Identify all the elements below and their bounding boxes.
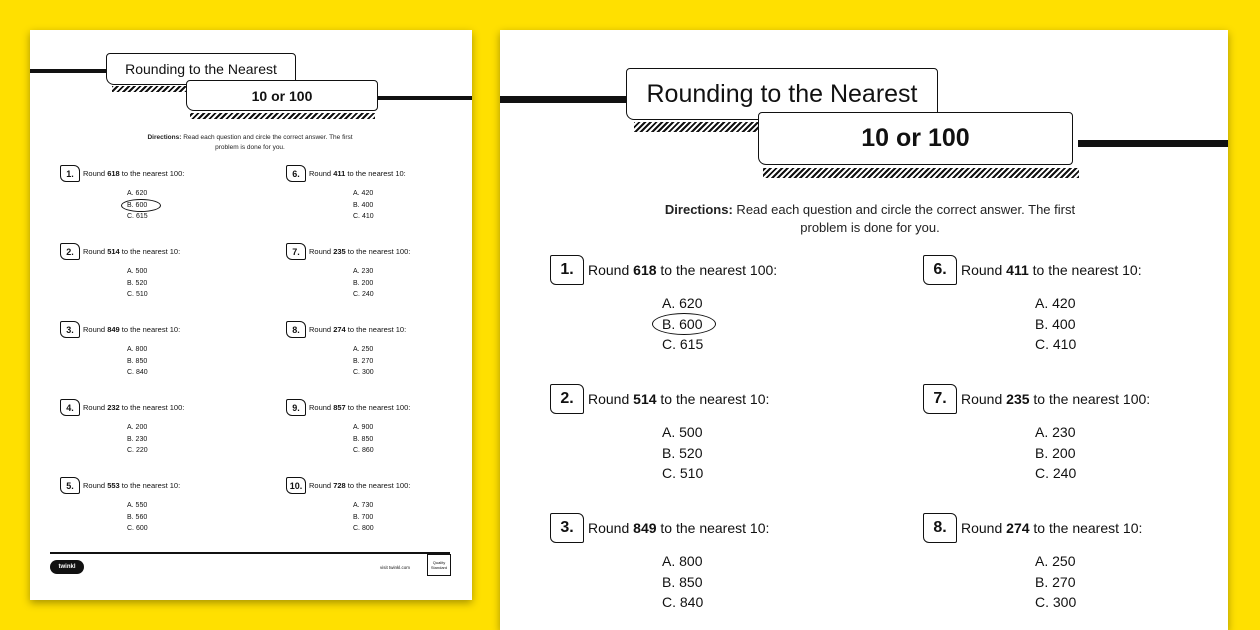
answer-options <box>127 422 148 457</box>
answer-option[interactable] <box>353 278 374 290</box>
answer-option-label: B. 400 <box>353 201 374 209</box>
question-text <box>83 325 180 334</box>
question-number: 10. <box>286 477 306 494</box>
answer-option-label: B. 200 <box>1035 444 1076 461</box>
answer-option[interactable] <box>353 344 374 356</box>
answer-circle-icon <box>121 199 161 212</box>
answer-option[interactable] <box>353 356 374 368</box>
directions-text-1: Read each question and circle the correct answer. The first <box>732 202 1076 217</box>
answer-option[interactable] <box>1035 463 1076 484</box>
answer-option-label: B. 200 <box>353 279 374 287</box>
answer-option[interactable] <box>127 188 148 200</box>
answer-option[interactable] <box>353 266 374 278</box>
question-text <box>309 247 410 256</box>
answer-option-label: B. 520 <box>127 279 148 287</box>
logo-text: twinkl <box>58 564 76 570</box>
question-suffix: to the nearest 100: <box>119 169 185 178</box>
question-4 <box>60 399 185 454</box>
answer-options <box>127 500 148 535</box>
question-number: 3. <box>550 513 584 543</box>
answer-option-label: B. 850 <box>662 573 703 590</box>
question-header <box>60 399 184 416</box>
answer-option-label: A. 800 <box>662 553 703 569</box>
answer-options <box>1035 551 1076 613</box>
question-8 <box>286 321 407 376</box>
question-header <box>550 513 769 543</box>
answer-option[interactable] <box>1035 443 1076 464</box>
answer-option[interactable] <box>662 572 703 593</box>
question-number: 1. <box>550 255 584 285</box>
question-2 <box>550 384 770 481</box>
question-suffix: to the nearest 10: <box>656 391 770 407</box>
question-suffix: to the nearest 10: <box>119 325 181 334</box>
question-text <box>588 391 769 407</box>
question-header <box>60 243 180 260</box>
answer-option-label: B. 850 <box>127 357 148 365</box>
question-text <box>309 169 406 178</box>
question-text <box>83 481 180 490</box>
question-number: 2. <box>550 384 584 414</box>
question-suffix: to the nearest 10: <box>119 481 181 490</box>
question-number: 6. <box>923 255 957 285</box>
question-suffix: to the nearest 100: <box>345 247 411 256</box>
answer-option-label: C. 410 <box>353 213 374 220</box>
question-value: 618 <box>107 169 120 178</box>
answer-option-label: C. 860 <box>353 447 374 454</box>
question-suffix: to the nearest 10: <box>345 169 406 178</box>
answer-options <box>662 551 703 613</box>
answer-option-label: B. 850 <box>353 435 374 443</box>
question-number: 6. <box>286 165 306 182</box>
question-suffix: to the nearest 10: <box>345 325 407 334</box>
answer-option-label: B. 270 <box>353 357 374 365</box>
answer-options <box>353 500 374 535</box>
question-suffix: to the nearest 10: <box>119 247 181 256</box>
answer-options <box>1035 422 1076 484</box>
answer-option-label: A. 800 <box>127 346 148 353</box>
answer-option[interactable] <box>353 445 374 457</box>
answer-option-label: C. 220 <box>127 447 148 454</box>
answer-option-label: C. 410 <box>1035 336 1077 352</box>
question-prefix: Round <box>588 262 634 278</box>
answer-option[interactable] <box>127 266 148 278</box>
answer-option[interactable] <box>662 463 703 484</box>
answer-option-label: A. 730 <box>353 502 374 509</box>
answer-option-label: C. 510 <box>127 291 148 298</box>
header-bar-left <box>30 69 108 73</box>
question-header <box>923 384 1150 414</box>
header-bar-left <box>500 96 630 103</box>
question-text <box>309 325 406 334</box>
answer-option-label: B. 400 <box>1035 315 1076 332</box>
title-stripe-2 <box>763 168 1079 178</box>
question-header <box>286 477 410 494</box>
answer-option-label: C. 300 <box>353 369 374 376</box>
question-value: 618 <box>633 262 657 278</box>
answer-option-label: A. 550 <box>127 502 148 509</box>
question-suffix: to the nearest 100: <box>1029 391 1151 407</box>
answer-option-label: C. 240 <box>1035 465 1077 481</box>
answer-option[interactable] <box>353 523 374 535</box>
question-value: 274 <box>1006 520 1030 536</box>
question-text <box>309 403 410 412</box>
answer-options <box>1035 293 1076 355</box>
title-line-1: Rounding to the Nearest <box>646 79 918 108</box>
question-10 <box>286 477 411 532</box>
question-number: 2. <box>60 243 80 260</box>
question-number: 8. <box>286 321 306 338</box>
answer-option[interactable] <box>353 500 374 512</box>
question-value: 232 <box>107 403 120 412</box>
question-text <box>961 262 1142 278</box>
question-number: 4. <box>60 399 80 416</box>
answer-option-label: C. 840 <box>662 594 704 610</box>
answer-option-label: C. 800 <box>353 525 374 532</box>
quality-badge-icon <box>427 554 451 576</box>
answer-option[interactable] <box>353 367 374 379</box>
question-prefix: Round <box>83 403 108 412</box>
question-value: 235 <box>1006 391 1030 407</box>
question-value: 553 <box>107 481 120 490</box>
question-prefix: Round <box>309 403 334 412</box>
question-1 <box>550 255 778 352</box>
answer-option[interactable] <box>1035 592 1076 613</box>
question-number: 8. <box>923 513 957 543</box>
directions-label: Directions: <box>664 202 733 217</box>
answer-option-label: C. 240 <box>353 291 374 298</box>
question-header <box>60 321 180 338</box>
question-header <box>286 399 410 416</box>
question-value: 849 <box>107 325 120 334</box>
badge-text: Quality Standard <box>430 560 448 570</box>
question-value: 728 <box>333 481 346 490</box>
answer-option[interactable] <box>353 211 374 223</box>
question-1 <box>60 165 185 220</box>
answer-option[interactable] <box>127 512 148 524</box>
answer-option-label: A. 230 <box>353 268 374 275</box>
directions <box>620 201 1120 237</box>
answer-option[interactable] <box>353 512 374 524</box>
answer-option-label: B. 700 <box>353 513 374 521</box>
question-value: 514 <box>633 391 657 407</box>
site-url: visit twinkl.com <box>380 565 411 570</box>
title-line-2: 10 or 100 <box>861 124 970 152</box>
question-number: 3. <box>60 321 80 338</box>
answer-option-label: A. 250 <box>1035 553 1076 569</box>
answer-option[interactable] <box>353 188 374 200</box>
answer-option[interactable] <box>127 523 148 535</box>
directions-text-2: problem is done for you. <box>215 144 285 151</box>
answer-option[interactable] <box>1035 334 1076 355</box>
question-prefix: Round <box>83 325 108 334</box>
answer-option[interactable] <box>1035 551 1076 572</box>
answer-circle-icon <box>652 313 716 335</box>
answer-option[interactable] <box>662 443 703 464</box>
question-text <box>588 262 777 278</box>
answer-option[interactable] <box>127 422 148 434</box>
answer-option-label: A. 500 <box>662 424 703 440</box>
question-suffix: to the nearest 10: <box>656 520 770 536</box>
answer-options <box>662 422 703 484</box>
question-header <box>923 513 1142 543</box>
answer-option-label: B. 270 <box>1035 573 1076 590</box>
answer-option[interactable] <box>662 314 703 335</box>
answer-options <box>662 293 703 355</box>
answer-option[interactable] <box>1035 572 1076 593</box>
question-number: 5. <box>60 477 80 494</box>
question-number: 1. <box>60 165 80 182</box>
question-3 <box>60 321 181 376</box>
question-6 <box>286 165 406 220</box>
answer-option[interactable] <box>127 367 148 379</box>
question-suffix: to the nearest 100: <box>345 481 411 490</box>
answer-option-label: A. 900 <box>353 424 374 431</box>
answer-option-label: B. 520 <box>662 444 703 461</box>
answer-option-label: C. 615 <box>662 336 704 352</box>
question-header <box>550 384 769 414</box>
question-prefix: Round <box>588 391 634 407</box>
answer-option-label: A. 200 <box>127 424 148 431</box>
answer-option[interactable] <box>662 592 703 613</box>
answer-option[interactable] <box>353 434 374 446</box>
title-line-1: Rounding to the Nearest <box>125 61 277 77</box>
question-7 <box>286 243 411 298</box>
question-value: 849 <box>633 520 657 536</box>
answer-option[interactable] <box>127 278 148 290</box>
question-9 <box>286 399 411 454</box>
question-header <box>923 255 1142 285</box>
answer-option[interactable] <box>127 356 148 368</box>
question-8 <box>923 513 1143 610</box>
question-header <box>60 165 184 182</box>
question-suffix: to the nearest 10: <box>1029 520 1143 536</box>
question-5 <box>60 477 181 532</box>
question-prefix: Round <box>83 481 108 490</box>
answer-options <box>353 266 374 301</box>
question-value: 411 <box>333 169 346 178</box>
question-prefix: Round <box>309 481 334 490</box>
answer-option-label: A. 420 <box>353 190 374 197</box>
answer-options <box>353 188 374 223</box>
answer-options <box>353 344 374 379</box>
answer-option-label: A. 250 <box>353 346 374 353</box>
title-line-2: 10 or 100 <box>251 87 313 104</box>
question-prefix: Round <box>309 169 334 178</box>
question-suffix: to the nearest 10: <box>1028 262 1142 278</box>
answer-option[interactable] <box>662 334 703 355</box>
answer-option-label: B. 560 <box>127 513 148 521</box>
answer-option-label: A. 620 <box>127 190 148 197</box>
answer-option[interactable] <box>127 200 148 212</box>
question-number: 7. <box>923 384 957 414</box>
title-tab-2 <box>758 112 1073 165</box>
twinkl-logo <box>50 560 84 574</box>
question-prefix: Round <box>588 520 634 536</box>
answer-option-label: B. 230 <box>127 435 148 443</box>
directions <box>110 133 390 153</box>
answer-option[interactable] <box>127 434 148 446</box>
directions-label: Directions: <box>147 134 182 141</box>
answer-options <box>127 266 148 301</box>
answer-option[interactable] <box>662 293 703 314</box>
question-prefix: Round <box>309 325 334 334</box>
answer-option-label: A. 230 <box>1035 424 1076 440</box>
question-header <box>60 477 180 494</box>
worksheet-preview-full <box>30 30 472 600</box>
answer-option-label: A. 420 <box>1035 295 1076 311</box>
question-suffix: to the nearest 100: <box>656 262 778 278</box>
question-prefix: Round <box>83 247 108 256</box>
question-prefix: Round <box>309 247 334 256</box>
answer-option[interactable] <box>662 551 703 572</box>
question-number: 9. <box>286 399 306 416</box>
answer-options <box>353 422 374 457</box>
question-text <box>961 391 1150 407</box>
question-value: 857 <box>333 403 346 412</box>
question-header <box>286 243 410 260</box>
question-prefix: Round <box>83 169 108 178</box>
answer-option-label: C. 615 <box>127 213 148 220</box>
answer-options <box>127 344 148 379</box>
question-prefix: Round <box>961 520 1007 536</box>
answer-option[interactable] <box>353 289 374 301</box>
answer-option[interactable] <box>127 500 148 512</box>
answer-option[interactable] <box>662 422 703 443</box>
question-text <box>83 403 184 412</box>
question-header <box>286 165 406 182</box>
answer-option-label: A. 620 <box>662 295 703 311</box>
answer-option-label: B. 600 <box>127 201 148 209</box>
question-suffix: to the nearest 100: <box>119 403 185 412</box>
question-value: 411 <box>1006 262 1029 278</box>
title-stripe-2 <box>190 113 375 119</box>
title-tab-2 <box>186 80 378 111</box>
answer-option-label: B. 600 <box>662 315 703 332</box>
question-6 <box>923 255 1142 352</box>
answer-option[interactable] <box>1035 422 1076 443</box>
answer-option[interactable] <box>1035 314 1076 335</box>
answer-option[interactable] <box>1035 293 1076 314</box>
answer-option[interactable] <box>353 422 374 434</box>
question-value: 514 <box>107 247 120 256</box>
question-value: 274 <box>333 325 346 334</box>
question-text <box>83 247 180 256</box>
question-value: 235 <box>333 247 346 256</box>
question-prefix: Round <box>961 262 1007 278</box>
question-text <box>588 520 769 536</box>
footer-divider <box>50 552 450 554</box>
question-number: 7. <box>286 243 306 260</box>
directions-text-1: Read each question and circle the correct answer. The first <box>181 134 353 141</box>
question-text <box>961 520 1142 536</box>
answer-option-label: A. 500 <box>127 268 148 275</box>
worksheet-preview-zoomed <box>500 30 1228 630</box>
answer-option[interactable] <box>127 344 148 356</box>
question-suffix: to the nearest 100: <box>345 403 411 412</box>
answer-option-label: C. 510 <box>662 465 704 481</box>
question-text <box>309 481 410 490</box>
question-3 <box>550 513 770 610</box>
answer-option[interactable] <box>127 211 148 223</box>
header-bar-right <box>375 96 472 100</box>
answer-option-label: C. 840 <box>127 369 148 376</box>
question-header <box>286 321 406 338</box>
answer-options <box>127 188 148 223</box>
question-7 <box>923 384 1151 481</box>
directions-text-2: problem is done for you. <box>800 220 940 235</box>
question-text <box>83 169 184 178</box>
answer-option[interactable] <box>353 200 374 212</box>
header-bar-right <box>1078 140 1228 147</box>
question-prefix: Round <box>961 391 1007 407</box>
answer-option-label: C. 300 <box>1035 594 1077 610</box>
answer-option-label: C. 600 <box>127 525 148 532</box>
question-2 <box>60 243 181 298</box>
question-header <box>550 255 777 285</box>
answer-option[interactable] <box>127 289 148 301</box>
answer-option[interactable] <box>127 445 148 457</box>
